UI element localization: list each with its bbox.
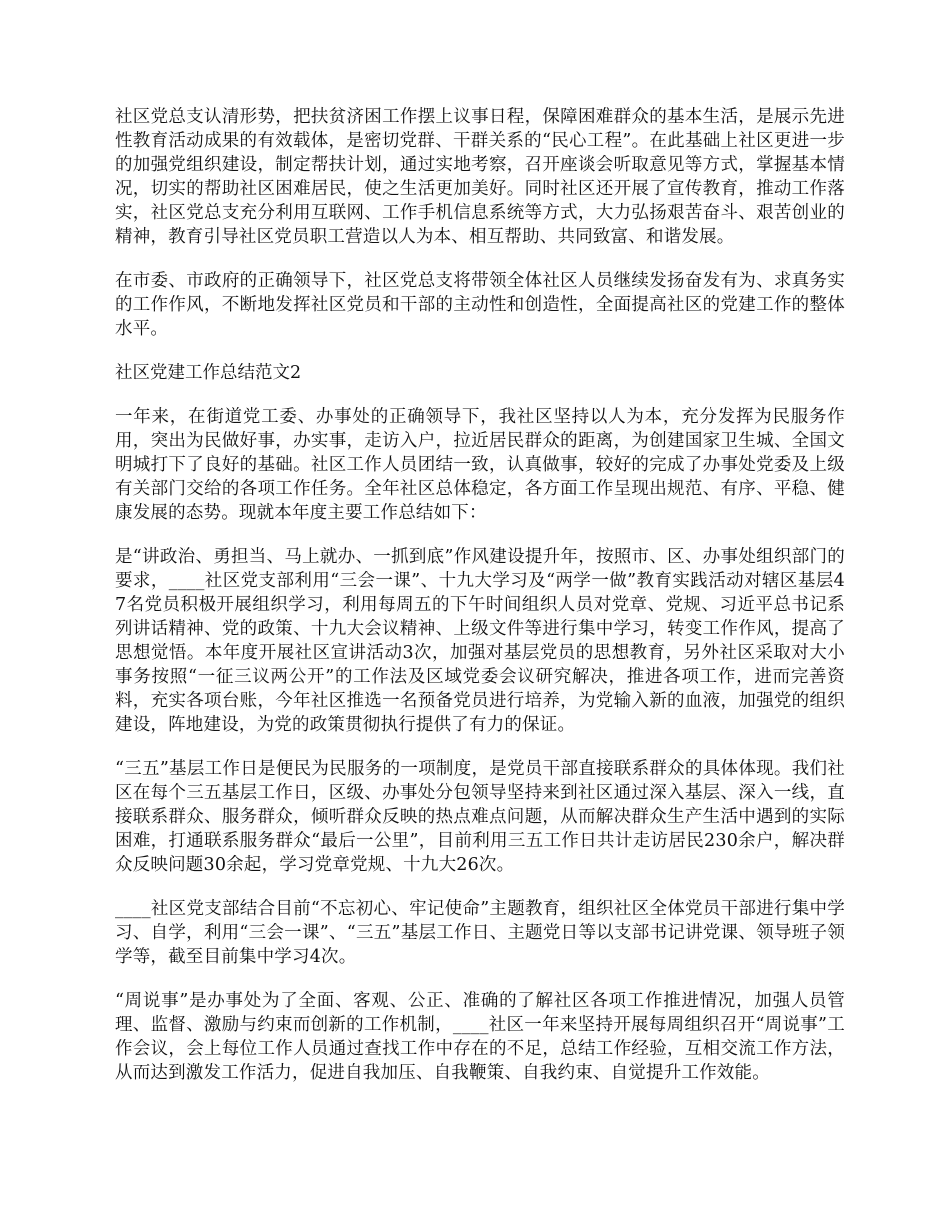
paragraph-three-five-workday: “三五”基层工作日是便民为民服务的一项制度，是党员干部直接联系群众的具体体现。我们社区在每个三五基层工作日，区级、办事处分包领导坚持来到社区通过深入基层、深入一线，直接联系群众、服务群众，倾听群众反映的热点难点问题，从而解决群众生产生活中遇到的实际困难，打通联系服务群众“最后一公里”，目前利用三五工作日共计走访居民230余户，解决群众反映问题30余起，学习党章党规、十九大26次。 xyxy=(115,759,845,875)
document-body xyxy=(115,105,845,1105)
paragraph-weekly-meeting: “周说事”是办事处为了全面、客观、公正、准确的了解社区各项工作推进情况，加强人员管理、监督、激励与约束而创新的工作机制，____社区一年来坚持开展每周组织召开“周说事”工作会议，会上每位工作人员通过查找工作中存在的不足，总结工作经验，互相交流工作方法，从而达到激发工作活力，促进自我加压、自我鞭策、自我约束、自觉提升工作效能。 xyxy=(115,991,845,1083)
paragraph-party-study: 是“讲政治、勇担当、马上就办、一抓到底”作风建设提升年，按照市、区、办事处组织部门的要求，____社区党支部利用“三会一课”、十九大学习及“两学一做”教育实践活动对辖区基层47名党员积极开展组织学习，利用每周五的下午时间组织人员对党章、党规、习近平总书记系列讲话精神、党的政策、十九大会议精神、上级文件等进行集中学习，转变工作作风，提高了思想觉悟。本年度开展社区宣讲活动3次，加强对基层党员的思想教育，另外社区采取对大小事务按照“一征三议两公开”的工作法及区域党委会议研究解决，推进各项工作，进而完善资料，充实各项台账，今年社区推选一名预备党员进行培养，为党输入新的血液，加强党的组织建设，阵地建设，为党的政策贯彻执行提供了有力的保证。 xyxy=(115,547,845,735)
paragraph-leadership: 在市委、市政府的正确领导下，社区党总支将带领全体社区人员继续发扬奋发有为、求真务实的工作作风，不断地发挥社区党员和干部的主动性和创造性，全面提高社区的党建工作的整体水平。 xyxy=(115,271,845,339)
paragraph-poverty-relief: 社区党总支认清形势，把扶贫济困工作摆上议事日程，保障困难群众的基本生活，是展示先进性教育活动成果的有效载体，是密切党群、干群关系的“民心工程”。在此基础上社区更进一步的加强党组织建设，制定帮扶计划，通过实地考察，召开座谈会听取意见等方式，掌握基本情况，切实的帮助社区困难居民，使之生活更加美好。同时社区还开展了宣传教育，推动工作落实，社区党总支充分利用互联网、工作手机信息系统等方式，大力弘扬艰苦奋斗、艰苦创业的精神，教育引导社区党员职工营造以人为本、相互帮助、共同致富、和谐发展。 xyxy=(115,107,845,247)
paragraph-theme-education: ____社区党支部结合目前“不忘初心、牢记使命”主题教育，组织社区全体党员干部进行集中学习、自学，利用“三会一课”、“三五”基层工作日、主题党日等以支部书记讲党课、领导班子领学等，截至目前集中学习4次。 xyxy=(115,899,845,967)
paragraph-year-overview: 一年来，在街道党工委、办事处的正确领导下，我社区坚持以人为本，充分发挥为民服务作用，突出为民做好事，办实事，走访入户，拉近居民群众的距离，为创建国家卫生城、全国文明城打下了良好的基础。社区工作人员团结一致，认真做事，较好的完成了办事处党委及上级有关部门交给的各项工作任务。全年社区总体稳定，各方面工作呈现出规范、有序、平稳、健康发展的态势。现就本年度主要工作总结如下： xyxy=(115,407,845,523)
section-heading: 社区党建工作总结范文2 xyxy=(115,363,302,383)
